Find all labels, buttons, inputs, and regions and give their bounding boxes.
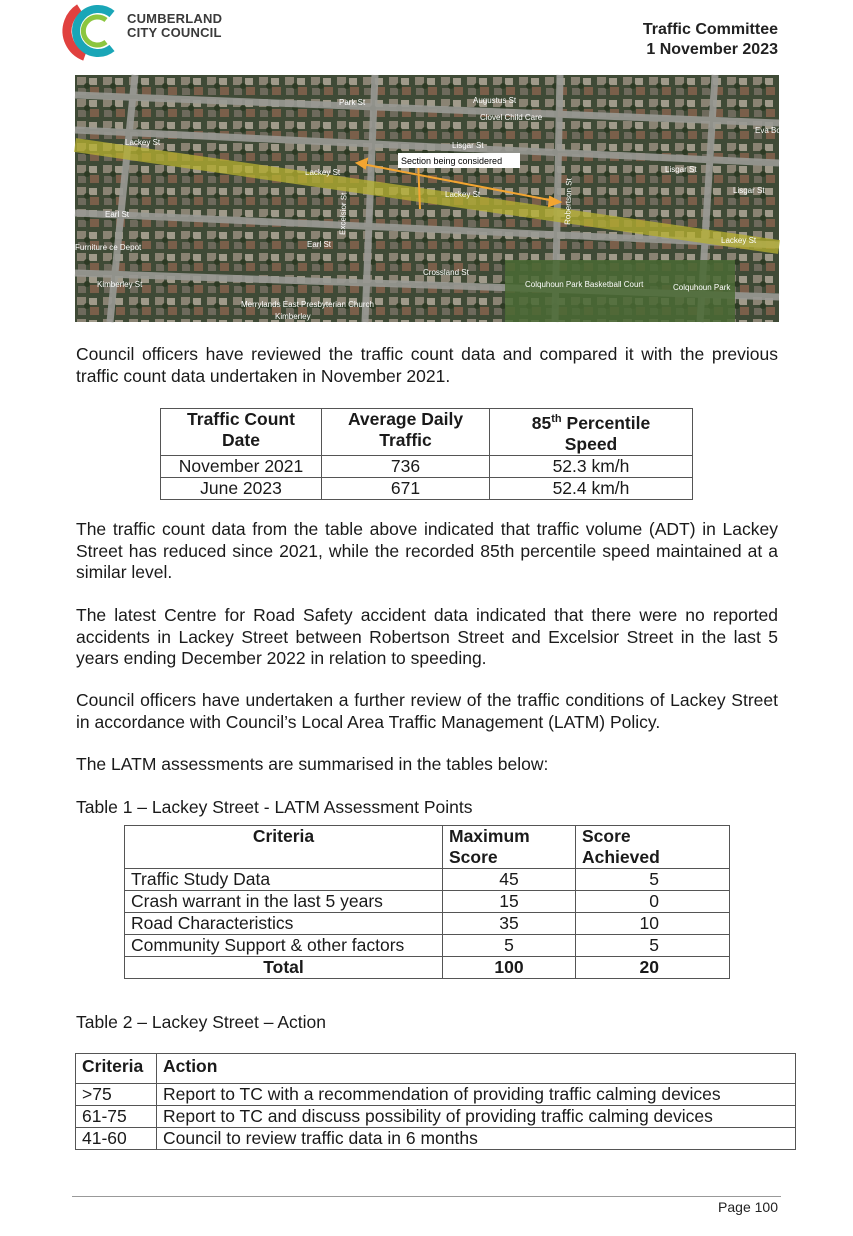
map-label: Earl St [307,240,332,249]
map-label: Lisgar St [733,186,765,195]
table-header-row [125,826,730,869]
table-row [76,1084,796,1106]
map-label: Augustus St [473,96,517,105]
cell-achieved: 10 [576,913,730,935]
map-label: Lackey St [125,138,161,147]
table2-caption: Table 2 – Lackey Street – Action [76,1012,327,1032]
header-criteria: Criteria [125,826,443,869]
table-total-row [125,957,730,979]
header-action: Action [157,1054,796,1084]
header-max-score: Maximum Score [443,826,576,869]
cell-criteria: Road Characteristics [125,913,443,935]
table-row [125,869,730,891]
map-label: Crossland St [423,268,469,277]
cell-criteria: >75 [76,1084,157,1106]
council-logo [62,0,232,66]
cell-max: 5 [443,935,576,957]
table-row [76,1106,796,1128]
map-label: Robertson St [563,178,574,226]
map-annotation: Section being considered [401,156,503,166]
paragraph-latm-summary: The LATM assessments are summarised in the tables below: [76,754,549,774]
cell-criteria: 41-60 [76,1128,157,1150]
cell-adt: 736 [322,455,490,477]
paragraph-accident-data: The latest Centre for Road Safety accident data indicated that there were no reported accidents in Lackey Street between Robertson Street and Excelsior Street in the last 5 years ending December 2022 in relation to speeding. [76,605,778,668]
cell-total-max: 100 [443,957,576,979]
map-label: Lackey St [445,190,481,199]
logo-line-1: CUMBERLAND [127,11,223,26]
latm-action-table [75,1053,796,1150]
table-header-row [161,409,693,456]
meeting-header [643,20,778,60]
cell-criteria: Crash warrant in the last 5 years [125,891,443,913]
table-header-row [76,1054,796,1084]
table-row [125,935,730,957]
cell-action: Report to TC with a recommendation of providing traffic calming devices [157,1084,796,1106]
map-label: Kimberley St [97,280,143,289]
map-label: Lackey St [721,236,757,245]
header-score-achieved: Score Achieved [576,826,730,869]
cell-criteria: Community Support & other factors [125,935,443,957]
aerial-map [75,75,803,322]
cell-date: June 2023 [161,477,322,499]
paragraph-traffic-findings: The traffic count data from the table above indicated that traffic volume (ADT) in Lackey Street has reduced since 2021, while the recorded 85th percentile speed maintained at a similar level. [76,519,778,582]
cell-criteria: 61-75 [76,1106,157,1128]
cell-max: 15 [443,891,576,913]
map-label: Colquhoun Park Basketball Court [525,280,644,289]
map-label: Lisgar St [665,165,697,174]
map-label: Lisgar St [452,141,484,150]
table1-caption: Table 1 – Lackey Street - LATM Assessment Points [76,797,473,817]
map-label: Excelsior St [338,192,349,236]
cell-max: 35 [443,913,576,935]
map-label: Kimberley [275,312,311,321]
header-85th-speed: 85th Percentile Speed [490,409,693,456]
header-count-date: Traffic Count Date [161,409,322,456]
table-row [161,477,693,499]
paragraph-latm-review: Council officers have undertaken a further review of the traffic conditions of Lackey Street in accordance with Council’s Local Area Traffic Management (LATM) Policy. [76,690,778,732]
map-label: Clovel Child Care [480,113,543,122]
cell-achieved: 5 [576,869,730,891]
map-label: Lackey St [305,168,341,177]
cell-max: 45 [443,869,576,891]
table-row [125,913,730,935]
cell-criteria: Traffic Study Data [125,869,443,891]
map-label: Merrylands East Presbyterian Church [241,300,374,309]
logo-line-2: CITY COUNCIL [127,25,222,40]
cell-total-label: Total [125,957,443,979]
map-label: Furniture ce Depot [75,243,142,252]
cell-adt: 671 [322,477,490,499]
header-criteria: Criteria [76,1054,157,1084]
cell-action: Council to review traffic data in 6 months [157,1128,796,1150]
aerial-map-image [75,75,803,322]
map-label: Earl St [105,210,130,219]
table-row [125,891,730,913]
header-adt: Average Daily Traffic [322,409,490,456]
map-label: Colquhoun Park [673,283,731,292]
council-logo-icon [62,0,126,64]
map-label: Park St [339,98,366,107]
cell-action: Report to TC and discuss possibility of providing traffic calming devices [157,1106,796,1128]
footer-divider [72,1196,781,1197]
table-row [76,1128,796,1150]
cell-achieved: 5 [576,935,730,957]
meeting-name: Traffic Committee [642,21,778,38]
map-label: Eva Boutique [755,126,803,135]
page-number: Page 100 [718,1199,778,1215]
meeting-date: 1 November 2023 [646,41,778,58]
latm-assessment-table [124,825,730,979]
cell-speed: 52.4 km/h [490,477,693,499]
traffic-count-table [160,408,693,500]
cell-achieved: 0 [576,891,730,913]
cell-total-achieved: 20 [576,957,730,979]
table-row [161,455,693,477]
cell-speed: 52.3 km/h [490,455,693,477]
paragraph-review: Council officers have reviewed the traffic count data and compared it with the previous traffic count data undertaken in November 2021. [76,344,778,386]
cell-date: November 2021 [161,455,322,477]
